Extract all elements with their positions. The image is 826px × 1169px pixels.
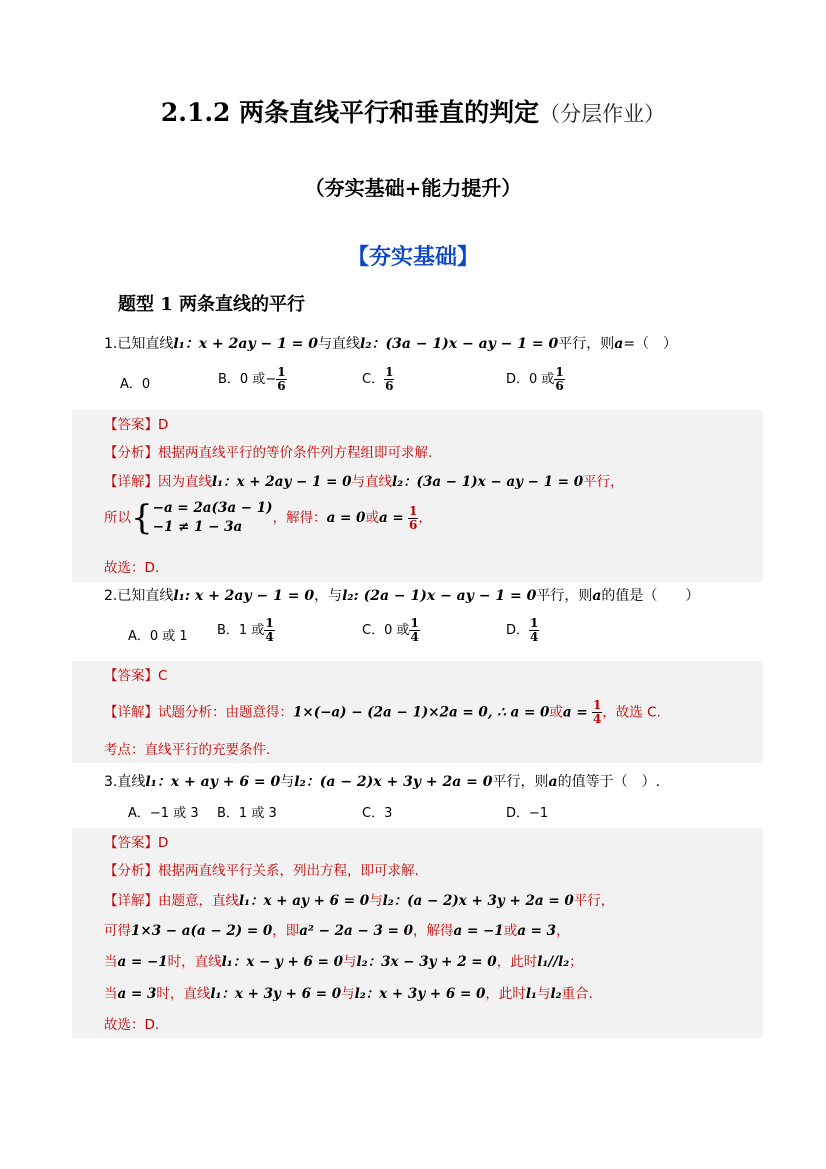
q3-detail-l2: l₂ (382, 893, 394, 909)
q3-case2-a: a = 3 (117, 986, 157, 1002)
q3-l2: l₂ (294, 774, 306, 790)
frac-num: 1 (385, 365, 394, 379)
question-3-stem (104, 771, 660, 791)
q3-case1-eq2: ：3x − 3y + 2 = 0 (367, 954, 497, 970)
q1-solution (104, 499, 432, 537)
q1-detail-l2: l₂ (392, 474, 404, 490)
q1-solve-fraction (408, 505, 418, 532)
q1-option-d-fraction (554, 366, 564, 393)
question-3-answer-box (72, 828, 763, 1038)
q3-get-eq4: a = 3 (517, 923, 557, 939)
q3-case1-eq1: ：x − y + 6 = 0 (232, 954, 344, 970)
q1-option-a[interactable]: A．0 (120, 377, 151, 392)
question-1-answer-box (72, 410, 763, 582)
question-1-stem (104, 333, 677, 353)
q1-solve-post: ， (418, 510, 432, 526)
q2-detail-fraction (592, 699, 602, 726)
q3-case1-post: ； (569, 954, 583, 970)
q3-case1-mid: 时，直线 (167, 954, 222, 970)
q1-var: a (614, 336, 624, 352)
q2-eq1: : x + 2ay − 1 = 0 (184, 588, 315, 604)
q2-option-b-fraction (264, 617, 274, 644)
q3-text-3: 平行，则 (492, 774, 549, 790)
q3-case1-par: l₁//l₂ (537, 954, 570, 970)
q3-detail-post: 平行， (573, 893, 615, 909)
q1-option-b-text: B．0 或− (218, 372, 277, 387)
q3-detail-l1: l₁ (239, 893, 251, 909)
q3-detail-eq1: ：x + ay + 6 = 0 (250, 893, 370, 909)
q1-solve-a: a = (378, 510, 404, 526)
frac-den: 4 (592, 712, 602, 726)
q2-detail-or: 或 (549, 704, 563, 721)
q3-case2-pre: 当 (104, 986, 118, 1002)
frac-den: 6 (409, 517, 418, 532)
q1-eq2: ：(3a − 1)x − ay − 1 = 0 (371, 336, 559, 352)
q3-case2-lb: l₂ (550, 986, 562, 1002)
q1-text-3: 平行，则 (558, 336, 615, 352)
q1-option-d-text: D．0 或 (506, 372, 555, 387)
q1-detail-eq1: ：x + 2ay − 1 = 0 (223, 474, 352, 490)
q2-detail-pre: 【详解】试题分析：由题意得： (104, 704, 293, 721)
q1-detail-post: 平行， (583, 474, 624, 490)
q3-case1-now: ，此时 (496, 954, 538, 970)
q3-get-mid2: ，解得 (413, 923, 454, 939)
q3-case2-post: 重合. (561, 986, 593, 1002)
q1-option-b[interactable] (218, 366, 287, 393)
question-2-stem (104, 585, 699, 605)
frac-den: 6 (277, 379, 286, 393)
q3-case2-l1: l₁ (210, 986, 222, 1002)
frac-num: 1 (277, 365, 286, 379)
q3-text-1: 3.直线 (104, 774, 146, 790)
q3-case1-with: 与 (343, 954, 357, 970)
q3-case2-now: ，此时 (485, 986, 526, 1002)
q3-option-c[interactable]: C．3 (362, 806, 393, 821)
q3-option-b[interactable]: B．1 或 3 (217, 806, 277, 821)
q3-case2-mid: 时，直线 (156, 986, 211, 1002)
q2-detail-a: a = (562, 704, 588, 721)
q3-get-mid: ，即 (272, 923, 300, 939)
q3-case2-and: 与 (536, 986, 551, 1002)
q1-solve-or: 或 (365, 510, 379, 526)
q3-option-d[interactable]: D．−1 (506, 806, 549, 821)
q2-option-b[interactable] (217, 617, 275, 644)
q3-detail (104, 889, 614, 909)
q2-detail (104, 699, 661, 726)
q1-option-c[interactable] (362, 366, 394, 393)
q1-option-b-fraction (276, 366, 286, 393)
section-heading: 【夯实基础】 (346, 244, 479, 270)
sys-rows (153, 499, 273, 537)
title-paren: （分层作业） (539, 102, 666, 126)
frac-num: 1 (592, 698, 602, 712)
frac-num: 1 (409, 503, 418, 518)
q1-solve-pre: ，解得： (272, 510, 327, 526)
q1-choose: 故选：D. (104, 560, 160, 576)
q2-option-c-fraction (409, 617, 419, 644)
q2-var: a (592, 588, 602, 604)
q3-case2-la: l₁ (525, 986, 537, 1002)
q2-text-2: ，与 (314, 588, 343, 604)
q2-option-c-text: C．0 或 (362, 623, 410, 638)
q1-detail-mid: 与直线 (351, 474, 393, 490)
q1-detail-l1: l₁ (212, 474, 224, 490)
q1-eq1: ：x + 2ay − 1 = 0 (184, 336, 319, 352)
q2-option-c[interactable] (362, 617, 420, 644)
q1-text-2: 与直线 (318, 336, 361, 352)
page-title (0, 93, 826, 129)
topic-heading: 题型 1 两条直线的平行 (118, 294, 306, 315)
q3-case-2 (104, 982, 593, 1002)
q3-detail-pre: 【详解】由题意，直线 (104, 893, 239, 909)
q2-point: 考点：直线平行的充要条件. (104, 742, 271, 758)
frac-den: 6 (385, 379, 394, 393)
frac-num: 1 (265, 616, 274, 630)
q3-get-pre: 可得 (104, 923, 131, 939)
q3-get-eq3: a = −1 (453, 923, 504, 939)
q1-detail-pre: 【详解】因为直线 (104, 474, 212, 490)
q1-option-c-fraction (384, 366, 394, 393)
q3-derive (104, 919, 570, 939)
q1-solve-a0: a = 0 (326, 510, 366, 526)
q3-case1-pre: 当 (104, 954, 118, 970)
q1-text-1: 1.已知直线 (104, 336, 174, 352)
q1-answer: 【答案】D (104, 417, 169, 433)
q1-l1: l₁ (173, 336, 185, 352)
brace-icon: { (131, 498, 153, 538)
q3-case2-eq1: ：x + 3y + 6 = 0 (221, 986, 342, 1002)
q2-option-d[interactable] (506, 617, 539, 644)
frac-den: 4 (530, 630, 539, 644)
q2-detail-eq: 1×(−a) − (2a − 1)×2a = 0, ∴ a = 0 (293, 704, 550, 721)
q3-eq2: ：(a − 2)x + 3y + 2a = 0 (305, 774, 493, 790)
q3-case2-l2: l₂ (354, 986, 366, 1002)
q3-detail-eq2: ：(a − 2)x + 3y + 2a = 0 (393, 893, 574, 909)
q2-text-3: 平行，则 (536, 588, 593, 604)
frac-num: 1 (555, 365, 564, 379)
sys-row-2: −1 ≠ 1 − 3a (152, 519, 243, 535)
q1-analysis: 【分析】根据两直线平行的等价条件列方程组即可求解. (104, 445, 433, 461)
frac-den: 6 (555, 379, 564, 393)
q1-option-d[interactable] (506, 366, 565, 393)
q3-choose: 故选：D. (104, 1017, 160, 1033)
page-subtitle: （夯实基础+能力提升） (304, 176, 522, 200)
q3-text-2: 与 (280, 774, 295, 790)
frac-num: 1 (410, 616, 419, 630)
q1-detail-eq2: ：(3a − 1)x − ay − 1 = 0 (403, 474, 584, 490)
q2-text-1: 2.已知直线 (104, 588, 174, 604)
q1-equation-system (131, 499, 273, 537)
q2-answer: 【答案】C (104, 668, 168, 684)
q3-analysis: 【分析】根据两直线平行关系，列出方程，即可求解. (104, 863, 419, 879)
q2-l1: l₁ (173, 588, 185, 604)
q3-l1: l₁ (145, 774, 157, 790)
frac-den: 4 (265, 630, 274, 644)
q3-get-or: 或 (503, 923, 518, 939)
q3-eq1: ：x + ay + 6 = 0 (156, 774, 281, 790)
title-main: 2.1.2 两条直线平行和垂直的判定 (160, 98, 540, 127)
q1-detail (104, 470, 624, 490)
q2-option-d-text: D． (506, 623, 530, 638)
q3-get-post: ， (556, 923, 570, 939)
frac-den: 4 (410, 630, 419, 644)
q3-case-1 (104, 950, 583, 970)
q3-var: a (548, 774, 558, 790)
q3-case1-l1: l₁ (221, 954, 233, 970)
q1-option-c-text: C． (362, 372, 385, 387)
q3-text-4: 的值等于（ ）. (557, 774, 661, 790)
q1-text-4: =（ ） (623, 336, 678, 352)
q3-detail-mid: 与 (369, 893, 383, 909)
q2-option-b-text: B．1 或 (217, 623, 265, 638)
q2-option-d-fraction (529, 617, 539, 644)
q3-case2-with: 与 (341, 986, 355, 1002)
q2-l2: l₂ (342, 588, 354, 604)
q2-detail-post: ，故选 C. (602, 704, 661, 721)
q2-text-4: 的值是（ ） (601, 588, 700, 604)
sys-row-1: −a = 2a(3a − 1) (152, 500, 273, 516)
frac-num: 1 (530, 616, 539, 630)
q2-option-a[interactable]: A．0 或 1 (128, 629, 188, 644)
q3-case2-eq2: ：x + 3y + 6 = 0 (365, 986, 486, 1002)
q1-l2: l₂ (360, 336, 372, 352)
question-2-answer-box (72, 661, 763, 763)
q3-case1-a: a = −1 (117, 954, 168, 970)
q3-get-eq2: a² − 2a − 3 = 0 (299, 923, 414, 939)
q3-case1-l2: l₂ (356, 954, 368, 970)
q3-option-a[interactable]: A．−1 或 3 (128, 806, 199, 821)
q3-answer: 【答案】D (104, 835, 169, 851)
q3-get-eq1: 1×3 − a(a − 2) = 0 (131, 923, 273, 939)
q1-so-pre: 所以 (104, 510, 131, 526)
q2-eq2: : (2a − 1)x − ay − 1 = 0 (353, 588, 537, 604)
